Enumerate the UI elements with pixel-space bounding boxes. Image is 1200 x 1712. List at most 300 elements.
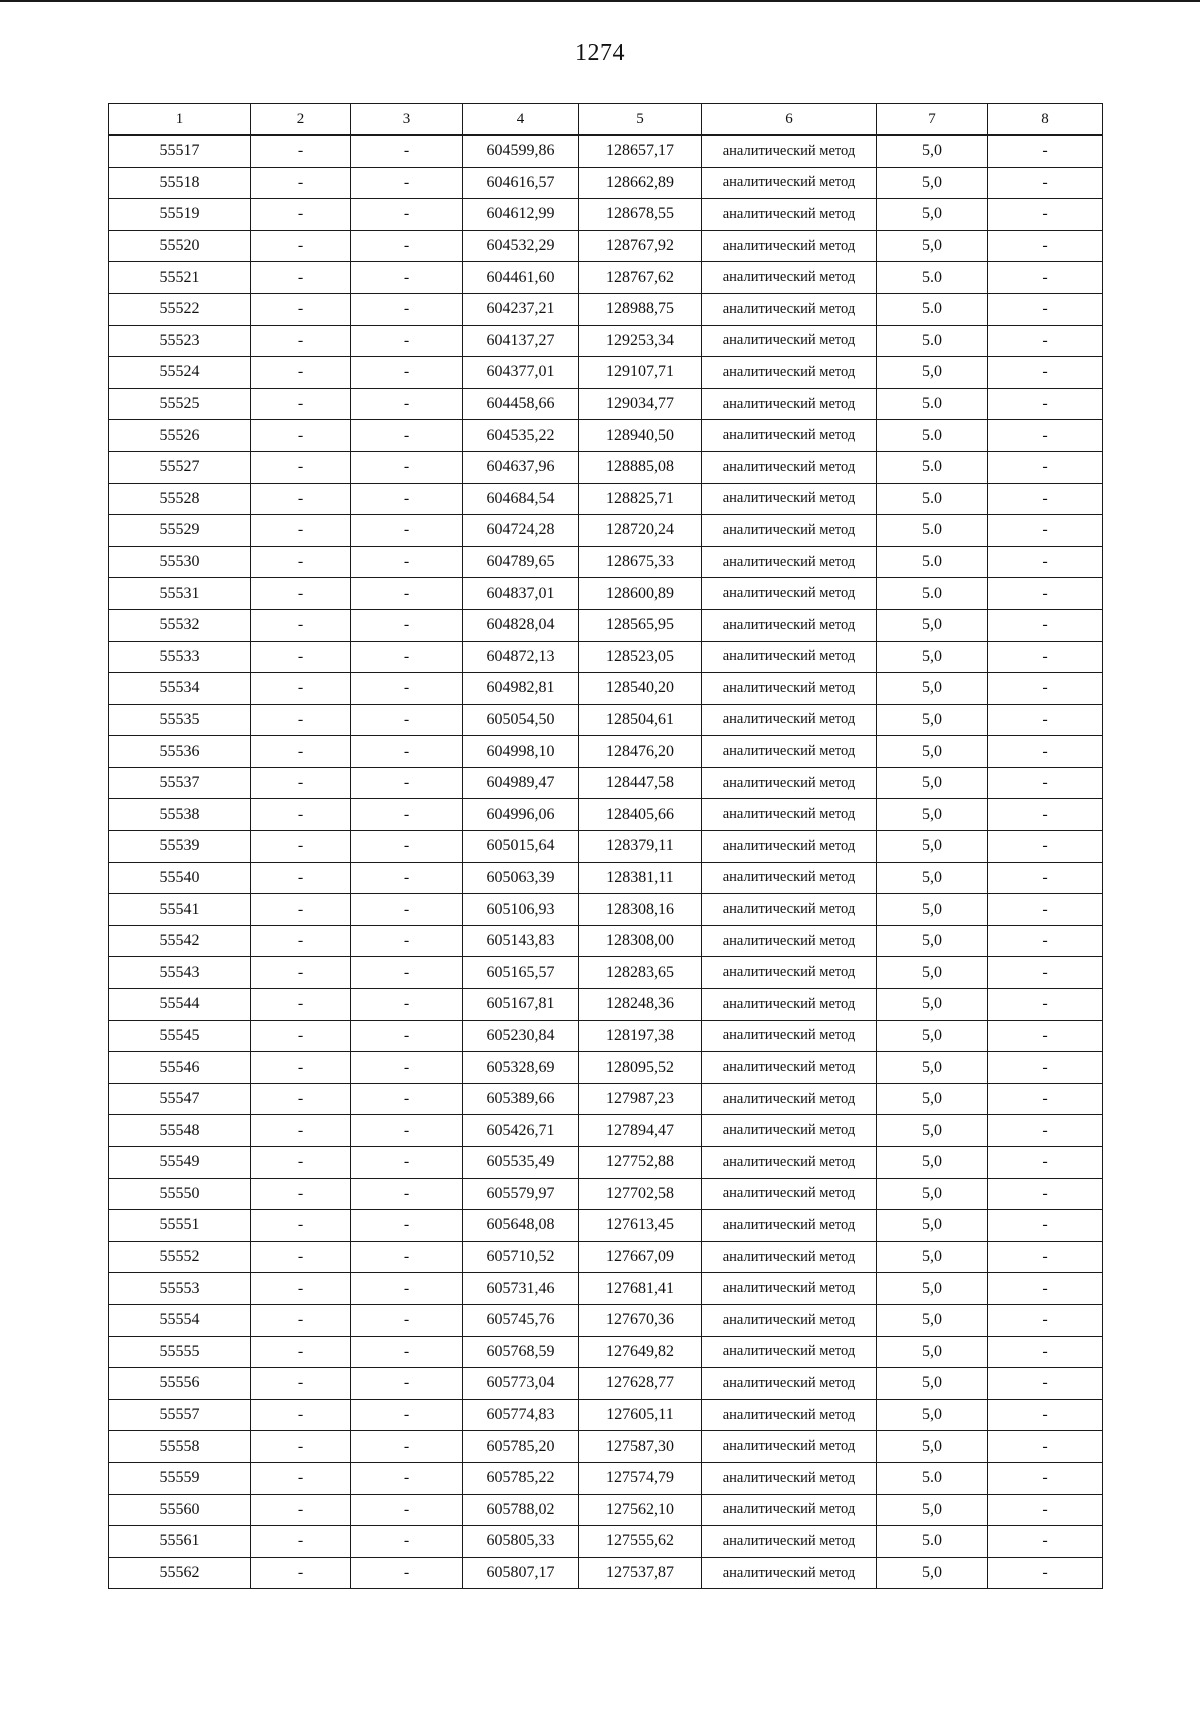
table-row	[109, 609, 1103, 641]
table-cell-col-6: аналитический метод	[702, 1431, 877, 1463]
table-row	[109, 420, 1103, 452]
table-cell-col-3: -	[351, 957, 463, 989]
table-cell-col-5: 128381,11	[579, 862, 702, 894]
header-row	[109, 104, 1103, 136]
table-cell-col-1: 55525	[109, 388, 251, 420]
table-cell-col-8: -	[988, 1210, 1103, 1242]
table-row	[109, 1115, 1103, 1147]
table-cell-col-2: -	[251, 1557, 351, 1589]
table-cell-col-8: -	[988, 1241, 1103, 1273]
table-cell-col-4: 605805,33	[463, 1526, 579, 1558]
table-cell-col-3: -	[351, 1431, 463, 1463]
table-cell-col-3: -	[351, 1210, 463, 1242]
table-cell-col-7: 5,0	[877, 641, 988, 673]
table-cell-col-7: 5.0	[877, 483, 988, 515]
table-cell-col-6: аналитический метод	[702, 1210, 877, 1242]
table-cell-col-5: 128600,89	[579, 578, 702, 610]
table-cell-col-7: 5.0	[877, 293, 988, 325]
table-cell-col-1: 55548	[109, 1115, 251, 1147]
table-cell-col-6: аналитический метод	[702, 199, 877, 231]
table-cell-col-4: 605745,76	[463, 1304, 579, 1336]
table-cell-col-6: аналитический метод	[702, 293, 877, 325]
table-row	[109, 357, 1103, 389]
table-cell-col-6: аналитический метод	[702, 736, 877, 768]
table-cell-col-6: аналитический метод	[702, 357, 877, 389]
table-cell-col-7: 5,0	[877, 704, 988, 736]
table-cell-col-4: 605165,57	[463, 957, 579, 989]
table-cell-col-8: -	[988, 578, 1103, 610]
table-cell-col-2: -	[251, 199, 351, 231]
table-cell-col-3: -	[351, 325, 463, 357]
table-cell-col-6: аналитический метод	[702, 167, 877, 199]
table-cell-col-2: -	[251, 262, 351, 294]
table-cell-col-5: 128197,38	[579, 1020, 702, 1052]
table-cell-col-5: 129034,77	[579, 388, 702, 420]
table-cell-col-6: аналитический метод	[702, 1368, 877, 1400]
table-cell-col-2: -	[251, 515, 351, 547]
table-cell-col-4: 605768,59	[463, 1336, 579, 1368]
table-cell-col-7: 5,0	[877, 199, 988, 231]
table-cell-col-5: 127613,45	[579, 1210, 702, 1242]
table-cell-col-2: -	[251, 1273, 351, 1305]
table-cell-col-6: аналитический метод	[702, 1147, 877, 1179]
table-row	[109, 325, 1103, 357]
table-row	[109, 989, 1103, 1021]
page-top-edge	[0, 0, 1200, 2]
table-cell-col-3: -	[351, 357, 463, 389]
table-cell-col-8: -	[988, 546, 1103, 578]
table-cell-col-6: аналитический метод	[702, 1083, 877, 1115]
table-cell-col-3: -	[351, 388, 463, 420]
table-cell-col-1: 55539	[109, 831, 251, 863]
table-cell-col-7: 5,0	[877, 831, 988, 863]
table-cell-col-7: 5,0	[877, 799, 988, 831]
table-cell-col-8: -	[988, 1494, 1103, 1526]
table-row	[109, 1494, 1103, 1526]
table-cell-col-1: 55557	[109, 1399, 251, 1431]
table-cell-col-2: -	[251, 483, 351, 515]
table-row	[109, 1399, 1103, 1431]
table-cell-col-8: -	[988, 262, 1103, 294]
table-cell-col-5: 128523,05	[579, 641, 702, 673]
table-cell-col-1: 55544	[109, 989, 251, 1021]
table-cell-col-1: 55537	[109, 767, 251, 799]
table-cell-col-7: 5.0	[877, 1462, 988, 1494]
table-cell-col-8: -	[988, 515, 1103, 547]
table-body	[109, 135, 1103, 1589]
table-cell-col-2: -	[251, 957, 351, 989]
table-cell-col-2: -	[251, 925, 351, 957]
table-cell-col-3: -	[351, 1241, 463, 1273]
table-cell-col-4: 604535,22	[463, 420, 579, 452]
table-cell-col-6: аналитический метод	[702, 957, 877, 989]
table-cell-col-2: -	[251, 1147, 351, 1179]
table-row	[109, 1336, 1103, 1368]
table-cell-col-5: 127562,10	[579, 1494, 702, 1526]
table-cell-col-6: аналитический метод	[702, 673, 877, 705]
table-cell-col-2: -	[251, 1526, 351, 1558]
table-cell-col-4: 605389,66	[463, 1083, 579, 1115]
table-cell-col-5: 127752,88	[579, 1147, 702, 1179]
column-header-4: 4	[463, 104, 579, 136]
table-cell-col-6: аналитический метод	[702, 862, 877, 894]
table-cell-col-1: 55534	[109, 673, 251, 705]
table-cell-col-3: -	[351, 135, 463, 167]
table-cell-col-8: -	[988, 704, 1103, 736]
table-cell-col-5: 128988,75	[579, 293, 702, 325]
table-cell-col-7: 5,0	[877, 1052, 988, 1084]
table-cell-col-3: -	[351, 1557, 463, 1589]
table-cell-col-1: 55555	[109, 1336, 251, 1368]
table-cell-col-5: 128248,36	[579, 989, 702, 1021]
table-cell-col-1: 55535	[109, 704, 251, 736]
table-cell-col-4: 604532,29	[463, 230, 579, 262]
table-cell-col-7: 5.0	[877, 325, 988, 357]
table-cell-col-4: 604616,57	[463, 167, 579, 199]
table-header	[109, 104, 1103, 136]
table-cell-col-3: -	[351, 515, 463, 547]
table-cell-col-3: -	[351, 925, 463, 957]
table-cell-col-7: 5,0	[877, 167, 988, 199]
table-cell-col-1: 55546	[109, 1052, 251, 1084]
table-cell-col-3: -	[351, 831, 463, 863]
table-cell-col-2: -	[251, 546, 351, 578]
table-cell-col-4: 604458,66	[463, 388, 579, 420]
table-cell-col-2: -	[251, 736, 351, 768]
table-cell-col-1: 55527	[109, 451, 251, 483]
table-cell-col-3: -	[351, 1020, 463, 1052]
table-row	[109, 1462, 1103, 1494]
table-row	[109, 1241, 1103, 1273]
table-cell-col-2: -	[251, 1399, 351, 1431]
table-cell-col-2: -	[251, 1210, 351, 1242]
table-cell-col-8: -	[988, 1336, 1103, 1368]
table-row	[109, 293, 1103, 325]
table-cell-col-2: -	[251, 451, 351, 483]
table-cell-col-2: -	[251, 1336, 351, 1368]
table-cell-col-4: 604828,04	[463, 609, 579, 641]
table-row	[109, 1368, 1103, 1400]
table-cell-col-7: 5,0	[877, 1083, 988, 1115]
table-cell-col-4: 605710,52	[463, 1241, 579, 1273]
table-cell-col-5: 127667,09	[579, 1241, 702, 1273]
table-cell-col-8: -	[988, 135, 1103, 167]
table-cell-col-3: -	[351, 230, 463, 262]
column-header-1: 1	[109, 104, 251, 136]
table-cell-col-7: 5,0	[877, 1557, 988, 1589]
table-cell-col-1: 55553	[109, 1273, 251, 1305]
table-row	[109, 957, 1103, 989]
table-row	[109, 578, 1103, 610]
table-cell-col-1: 55519	[109, 199, 251, 231]
table-cell-col-1: 55521	[109, 262, 251, 294]
table-cell-col-7: 5.0	[877, 546, 988, 578]
table-row	[109, 451, 1103, 483]
table-cell-col-7: 5,0	[877, 1431, 988, 1463]
page-number: 1274	[575, 40, 625, 66]
table-cell-col-8: -	[988, 1083, 1103, 1115]
table-cell-col-3: -	[351, 1273, 463, 1305]
table-cell-col-4: 605731,46	[463, 1273, 579, 1305]
table-cell-col-8: -	[988, 957, 1103, 989]
table-cell-col-8: -	[988, 420, 1103, 452]
table-row	[109, 862, 1103, 894]
table-cell-col-8: -	[988, 1557, 1103, 1589]
table-cell-col-6: аналитический метод	[702, 1462, 877, 1494]
table-cell-col-3: -	[351, 1494, 463, 1526]
table-cell-col-7: 5,0	[877, 1178, 988, 1210]
table-cell-col-6: аналитический метод	[702, 1336, 877, 1368]
table-cell-col-5: 127670,36	[579, 1304, 702, 1336]
table-cell-col-7: 5,0	[877, 1115, 988, 1147]
table-cell-col-6: аналитический метод	[702, 894, 877, 926]
table-cell-col-6: аналитический метод	[702, 1557, 877, 1589]
table-row	[109, 894, 1103, 926]
table-cell-col-1: 55540	[109, 862, 251, 894]
table-cell-col-6: аналитический метод	[702, 135, 877, 167]
table-cell-col-5: 128825,71	[579, 483, 702, 515]
table-cell-col-4: 605774,83	[463, 1399, 579, 1431]
table-cell-col-7: 5,0	[877, 673, 988, 705]
table-cell-col-4: 605535,49	[463, 1147, 579, 1179]
table-cell-col-4: 605785,20	[463, 1431, 579, 1463]
table-cell-col-4: 604137,27	[463, 325, 579, 357]
table-cell-col-6: аналитический метод	[702, 1273, 877, 1305]
table-cell-col-8: -	[988, 1399, 1103, 1431]
table-cell-col-6: аналитический метод	[702, 1178, 877, 1210]
table-cell-col-7: 5,0	[877, 1494, 988, 1526]
table-cell-col-8: -	[988, 1178, 1103, 1210]
table-row	[109, 673, 1103, 705]
table-cell-col-4: 604684,54	[463, 483, 579, 515]
table-cell-col-7: 5.0	[877, 420, 988, 452]
table-cell-col-8: -	[988, 925, 1103, 957]
table-cell-col-3: -	[351, 641, 463, 673]
table-cell-col-1: 55522	[109, 293, 251, 325]
table-row	[109, 262, 1103, 294]
table-cell-col-5: 128283,65	[579, 957, 702, 989]
table-cell-col-7: 5,0	[877, 1241, 988, 1273]
table-cell-col-4: 605063,39	[463, 862, 579, 894]
table-cell-col-3: -	[351, 262, 463, 294]
table-cell-col-4: 605328,69	[463, 1052, 579, 1084]
table-cell-col-1: 55549	[109, 1147, 251, 1179]
table-cell-col-4: 604989,47	[463, 767, 579, 799]
table-cell-col-6: аналитический метод	[702, 704, 877, 736]
table-cell-col-6: аналитический метод	[702, 1052, 877, 1084]
table-cell-col-4: 605167,81	[463, 989, 579, 1021]
table-cell-col-1: 55526	[109, 420, 251, 452]
table-cell-col-2: -	[251, 1431, 351, 1463]
table-row	[109, 767, 1103, 799]
table-cell-col-4: 604996,06	[463, 799, 579, 831]
table-cell-col-2: -	[251, 1462, 351, 1494]
table-cell-col-1: 55560	[109, 1494, 251, 1526]
table-cell-col-2: -	[251, 1178, 351, 1210]
table-cell-col-5: 127628,77	[579, 1368, 702, 1400]
table-cell-col-3: -	[351, 578, 463, 610]
table-cell-col-2: -	[251, 1115, 351, 1147]
table-cell-col-1: 55523	[109, 325, 251, 357]
table-row	[109, 925, 1103, 957]
table-cell-col-5: 127987,23	[579, 1083, 702, 1115]
table-cell-col-8: -	[988, 230, 1103, 262]
table-cell-col-2: -	[251, 1241, 351, 1273]
table-cell-col-7: 5.0	[877, 578, 988, 610]
table-cell-col-4: 604599,86	[463, 135, 579, 167]
table-cell-col-4: 605807,17	[463, 1557, 579, 1589]
table-cell-col-5: 128095,52	[579, 1052, 702, 1084]
table-cell-col-7: 5,0	[877, 736, 988, 768]
table-cell-col-5: 128885,08	[579, 451, 702, 483]
table-cell-col-3: -	[351, 1147, 463, 1179]
table-cell-col-7: 5.0	[877, 262, 988, 294]
table-cell-col-1: 55524	[109, 357, 251, 389]
table-cell-col-7: 5.0	[877, 451, 988, 483]
table-cell-col-1: 55541	[109, 894, 251, 926]
table-row	[109, 1304, 1103, 1336]
table-cell-col-4: 605788,02	[463, 1494, 579, 1526]
table-cell-col-5: 128662,89	[579, 167, 702, 199]
table-cell-col-7: 5,0	[877, 609, 988, 641]
table-cell-col-8: -	[988, 388, 1103, 420]
table-cell-col-2: -	[251, 862, 351, 894]
table-cell-col-5: 127587,30	[579, 1431, 702, 1463]
table-cell-col-8: -	[988, 831, 1103, 863]
table-cell-col-3: -	[351, 1178, 463, 1210]
column-header-7: 7	[877, 104, 988, 136]
table-cell-col-5: 127555,62	[579, 1526, 702, 1558]
table-cell-col-4: 605426,71	[463, 1115, 579, 1147]
table-cell-col-7: 5.0	[877, 388, 988, 420]
table-cell-col-6: аналитический метод	[702, 262, 877, 294]
table-cell-col-5: 128504,61	[579, 704, 702, 736]
table-cell-col-5: 127894,47	[579, 1115, 702, 1147]
table-cell-col-2: -	[251, 767, 351, 799]
table-cell-col-1: 55543	[109, 957, 251, 989]
table-cell-col-5: 129107,71	[579, 357, 702, 389]
table-cell-col-6: аналитический метод	[702, 989, 877, 1021]
table-cell-col-6: аналитический метод	[702, 483, 877, 515]
table-cell-col-8: -	[988, 767, 1103, 799]
table-cell-col-1: 55538	[109, 799, 251, 831]
table-row	[109, 1083, 1103, 1115]
table-cell-col-3: -	[351, 1115, 463, 1147]
table-cell-col-4: 605230,84	[463, 1020, 579, 1052]
table-cell-col-1: 55551	[109, 1210, 251, 1242]
table-row	[109, 641, 1103, 673]
table-cell-col-2: -	[251, 609, 351, 641]
table-cell-col-5: 127574,79	[579, 1462, 702, 1494]
table-cell-col-7: 5,0	[877, 894, 988, 926]
table-cell-col-4: 604837,01	[463, 578, 579, 610]
table-cell-col-7: 5,0	[877, 925, 988, 957]
table-cell-col-8: -	[988, 736, 1103, 768]
table-cell-col-1: 55520	[109, 230, 251, 262]
table-cell-col-3: -	[351, 609, 463, 641]
table-cell-col-4: 604612,99	[463, 199, 579, 231]
table-cell-col-3: -	[351, 1336, 463, 1368]
table-cell-col-6: аналитический метод	[702, 388, 877, 420]
table-cell-col-3: -	[351, 989, 463, 1021]
table-cell-col-8: -	[988, 989, 1103, 1021]
table-cell-col-7: 5,0	[877, 1336, 988, 1368]
column-header-8: 8	[988, 104, 1103, 136]
table-cell-col-4: 604637,96	[463, 451, 579, 483]
table-cell-col-3: -	[351, 1399, 463, 1431]
table-cell-col-1: 55554	[109, 1304, 251, 1336]
table-cell-col-6: аналитический метод	[702, 1526, 877, 1558]
table-cell-col-2: -	[251, 1494, 351, 1526]
table-cell-col-6: аналитический метод	[702, 767, 877, 799]
table-row	[109, 199, 1103, 231]
table-cell-col-4: 605773,04	[463, 1368, 579, 1400]
table-cell-col-8: -	[988, 483, 1103, 515]
table-cell-col-5: 128657,17	[579, 135, 702, 167]
table-cell-col-1: 55561	[109, 1526, 251, 1558]
table-cell-col-8: -	[988, 862, 1103, 894]
table-cell-col-4: 605143,83	[463, 925, 579, 957]
table-cell-col-2: -	[251, 325, 351, 357]
table-cell-col-7: 5,0	[877, 862, 988, 894]
table-cell-col-6: аналитический метод	[702, 1020, 877, 1052]
table-cell-col-4: 605648,08	[463, 1210, 579, 1242]
table-cell-col-5: 129253,34	[579, 325, 702, 357]
table-cell-col-7: 5,0	[877, 1273, 988, 1305]
table-cell-col-5: 128565,95	[579, 609, 702, 641]
table-cell-col-5: 128940,50	[579, 420, 702, 452]
table-cell-col-8: -	[988, 641, 1103, 673]
table-cell-col-6: аналитический метод	[702, 1494, 877, 1526]
table-cell-col-1: 55545	[109, 1020, 251, 1052]
table-cell-col-3: -	[351, 546, 463, 578]
table-row	[109, 135, 1103, 167]
table-row	[109, 1147, 1103, 1179]
table-cell-col-6: аналитический метод	[702, 1304, 877, 1336]
table-cell-col-8: -	[988, 357, 1103, 389]
table-cell-col-5: 128767,92	[579, 230, 702, 262]
table-cell-col-2: -	[251, 1052, 351, 1084]
table-cell-col-1: 55547	[109, 1083, 251, 1115]
coordinates-table	[108, 103, 1103, 1589]
table-cell-col-2: -	[251, 831, 351, 863]
table-cell-col-7: 5,0	[877, 357, 988, 389]
table-cell-col-6: аналитический метод	[702, 799, 877, 831]
table-cell-col-5: 128767,62	[579, 262, 702, 294]
table-cell-col-4: 604724,28	[463, 515, 579, 547]
table-cell-col-2: -	[251, 704, 351, 736]
table-cell-col-1: 55550	[109, 1178, 251, 1210]
table-cell-col-1: 55532	[109, 609, 251, 641]
table-cell-col-3: -	[351, 483, 463, 515]
table-cell-col-6: аналитический метод	[702, 831, 877, 863]
table-cell-col-8: -	[988, 325, 1103, 357]
table-cell-col-2: -	[251, 230, 351, 262]
table-row	[109, 1210, 1103, 1242]
table-cell-col-4: 604982,81	[463, 673, 579, 705]
table-cell-col-5: 128720,24	[579, 515, 702, 547]
table-cell-col-5: 127649,82	[579, 1336, 702, 1368]
table-row	[109, 704, 1103, 736]
column-header-5: 5	[579, 104, 702, 136]
table-cell-col-1: 55536	[109, 736, 251, 768]
table-cell-col-5: 127702,58	[579, 1178, 702, 1210]
table-cell-col-8: -	[988, 673, 1103, 705]
table-cell-col-6: аналитический метод	[702, 1241, 877, 1273]
table-cell-col-3: -	[351, 1083, 463, 1115]
table-cell-col-4: 604237,21	[463, 293, 579, 325]
table-cell-col-2: -	[251, 1020, 351, 1052]
